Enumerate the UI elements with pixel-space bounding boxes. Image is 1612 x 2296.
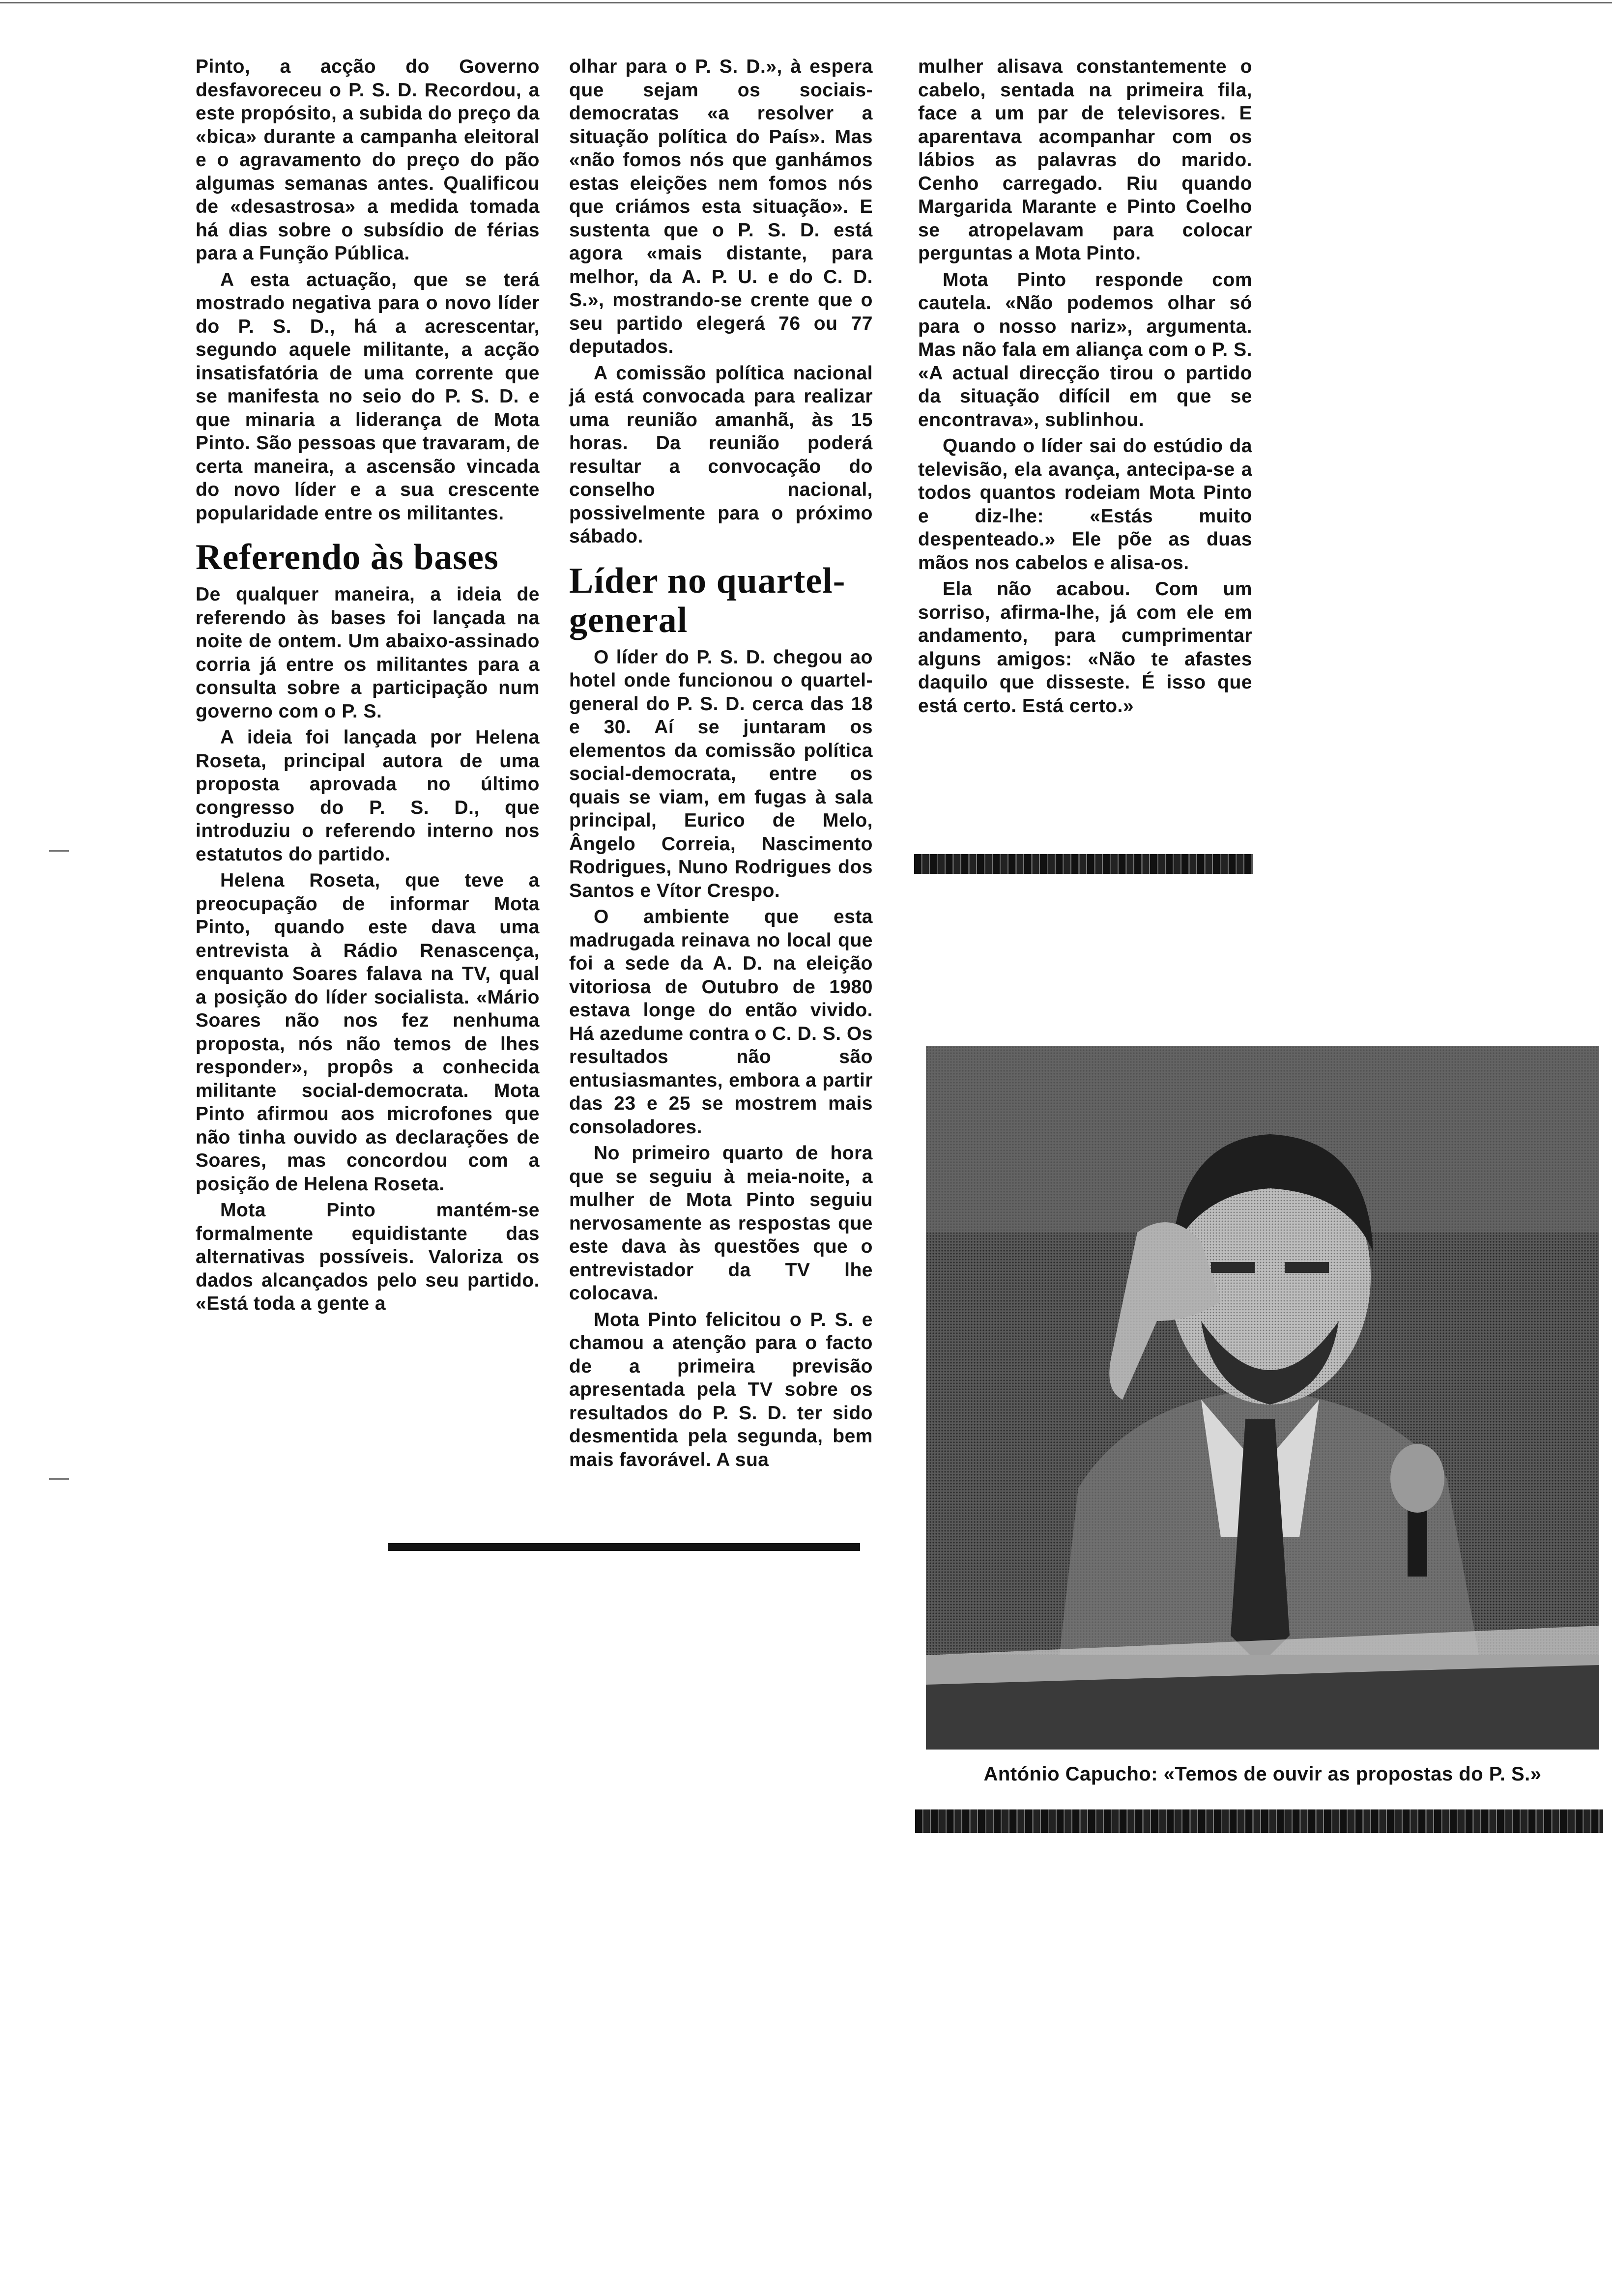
section-heading: Líder no quartel-general [569,560,846,640]
news-photo [926,1046,1599,1750]
paragraph: O ambiente que esta madrugada reinava no local que foi a sede da A. D. na eleição vitoriosa de Outubro de 1980 estava longe do então vivido. Há azedume contra o C. D. S. Os resultados não são entusiasmantes, embora a partir das 23 e 25 se mostrem mais consoladores. [569,906,873,1138]
paragraph: Mota Pinto felicitou o P. S. e chamou a atenção para o facto de a primeira previsão apresentada pela TV sobre os resultados do P. S. D. ter sido desmentida pela segunda, bem mais favorável. A sua [569,1309,873,1470]
paragraph: Mota Pinto responde com cautela. «Não podemos olhar só para o nosso nariz», argumenta. Mas não fala em aliança com o P. S. «A actual direcção tirou o partido da situação difícil em que se encontrava», sublinhou. [918,269,1252,430]
section-heading: Referendo às bases [196,537,499,577]
photo-caption: António Capucho: «Temos de ouvir as propostas do P. S.» [983,1763,1542,1785]
paragraph: Pinto, a acção do Governo desfavoreceu o P. S. D. Recordou, a este propósito, a subida do preço da «bica» durante a campanha eleitoral e o agravamento do preço do pão algumas semanas antes. Qualificou de «desastrosa» a medida tomada há dias sobre o subsídio de férias para a Função Pública. [196,56,540,264]
paragraph: Mota Pinto mantém-se formalmente equidistante das alternativas possíveis. Valoriza os dados alcançados pelo seu partido. «Está toda a gente a [196,1200,540,1314]
article-column-3 [918,55,1252,718]
paragraph: Quando o líder sai do estúdio da televisão, ela avança, antecipa-se a todos quantos rodeiam Mota Pinto e diz-lhe: «Estás muito despenteado.» Ele põe as duas mãos nos cabelos e alisa-os. [918,435,1252,574]
page-top-rule [0,2,1612,3]
paragraph: De qualquer maneira, a ideia de referendo às bases foi lançada na noite de ontem. Um abaixo-assinado corria já entre os militantes para a consulta sobre a participação num governo com o P. S. [196,584,540,722]
paragraph: A comissão política nacional já está convocada para realizar uma reunião amanhã, às 15 horas. Da reunião poderá resultar a convocação do conselho nacional, possivelmente para o próximo sábado. [569,362,873,547]
paragraph: mulher alisava constantemente o cabelo, sentada na primeira fila, face a um par de televisores. E aparentava acompanhar com os lábios as palavras do marido. Cenho carregado. Riu quando Margarida Marante e Pinto Coelho se atropelavam para colocar perguntas a Mota Pinto. [918,56,1252,264]
article-column-2 [569,55,873,1471]
margin-tick [49,850,69,852]
paragraph: olhar para o P. S. D.», à espera que sejam os sociais-democratas «a resolver a situação política do País». Mas «não fomos nós que ganhámos estas eleições nem fomos nós que criámos esta situação». E sustenta que o P. S. D. está agora «mais distante, para melhor, da A. P. U. e do C. D. S.», mostrando-se crente que o seu partido elegerá 76 ou 77 deputados. [569,56,873,357]
paragraph: A esta actuação, que se terá mostrado negativa para o novo líder do P. S. D., há a acrescentar, segundo aquele militante, a acção insatisfatória de uma corrente que se manifesta no seio do P. S. D. e que minaria a liderança de Mota Pinto. São pessoas que travaram, de certa maneira, a ascensão vincada do novo líder e a sua crescente popularidade entre os militantes. [196,269,540,524]
paragraph: Helena Roseta, que teve a preocupação de informar Mota Pinto, quando este dava uma entrevista à Rádio Renascença, enquanto Soares falava na TV, qual a posição do líder socialista. «Mário Soares não nos fez nenhuma proposta, nós não temos de lhes responder», propôs a conhecida militante social-democrata. Mota Pinto afirmou aos microfones que não tinha ouvido as declarações de Soares, mas concordou com a posição de Helena Roseta. [196,870,540,1195]
article-column-1 [196,55,540,1316]
margin-tick [49,1478,69,1480]
paragraph: No primeiro quarto de hora que se seguiu à meia-noite, a mulher de Mota Pinto seguiu nervosamente as respostas que este dava às questões que o entrevistador da TV lhe colocava. [569,1143,873,1304]
caption-underline-bar [915,1809,1603,1833]
portrait-photo-illustration [926,1046,1599,1750]
paragraph: O líder do P. S. D. chegou ao hotel onde funcionou o quartel-general do P. S. D. cerca das 18 e 30. Aí se juntaram os elementos da comissão política social-democrata, entre os quais se viam, em fugas à sala principal, Eurico de Melo, Ângelo Correia, Nascimento Rodrigues, Nuno Rodrigues dos Santos e Vítor Crespo. [569,646,873,901]
column-end-bar [914,854,1253,874]
paragraph: Ela não acabou. Com um sorriso, afirma-lhe, já com ele em andamento, para cumprimentar alguns amigos: «Não te afastes daquilo que disseste. É isso que está certo. Está certo.» [918,578,1252,717]
column-end-rule [388,1543,860,1551]
paragraph: A ideia foi lançada por Helena Roseta, principal autora de uma proposta aprovada no último congresso do P. S. D., que introduziu o referendo interno nos estatutos do partido. [196,727,540,865]
